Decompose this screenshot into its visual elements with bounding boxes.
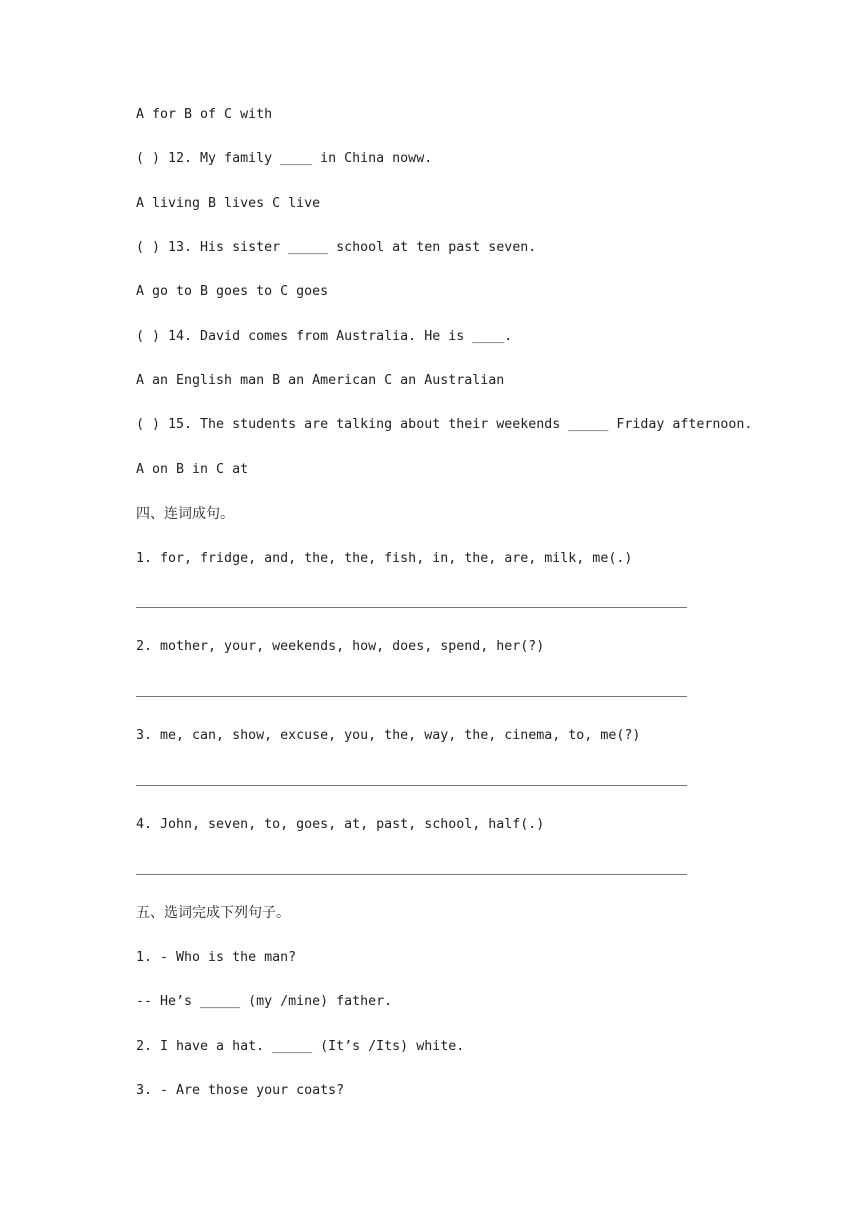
section-4-heading: 四、连词成句。 (136, 506, 234, 522)
question-12: ( ) 12. My family ____ in China noww. (136, 151, 433, 166)
options-q15: A on B in C at (136, 462, 249, 477)
options-q11: A for B of C with (136, 107, 273, 122)
options-q14: A an English man B an American C an Australian (136, 373, 505, 388)
fill-3-question: 3. - Are those your coats? (136, 1083, 345, 1098)
answer-line-3 (136, 785, 687, 786)
fill-2: 2. I have a hat. _____ (It’s /Its) white. (136, 1039, 465, 1054)
reorder-2: 2. mother, your, weekends, how, does, spend, her(?) (136, 639, 545, 654)
reorder-4: 4. John, seven, to, goes, at, past, school, half(.) (136, 817, 545, 832)
options-q13: A go to B goes to C goes (136, 284, 329, 299)
reorder-3: 3. me, can, show, excuse, you, the, way, the, cinema, to, me(?) (136, 728, 641, 743)
question-14: ( ) 14. David comes from Australia. He is ____. (136, 329, 513, 344)
question-15: ( ) 15. The students are talking about their weekends _____ Friday afternoon. (136, 417, 753, 432)
fill-1-answer: -- He’s _____ (my /mine) father. (136, 994, 393, 1009)
answer-line-2 (136, 696, 687, 697)
section-5-heading: 五、选词完成下列句子。 (136, 905, 290, 921)
answer-line-1 (136, 607, 687, 608)
answer-line-4 (136, 874, 687, 875)
options-q12: A living B lives C live (136, 196, 321, 211)
reorder-1: 1. for, fridge, and, the, the, fish, in, the, are, milk, me(.) (136, 551, 633, 566)
question-13: ( ) 13. His sister _____ school at ten past seven. (136, 240, 537, 255)
fill-1-question: 1. - Who is the man? (136, 950, 297, 965)
